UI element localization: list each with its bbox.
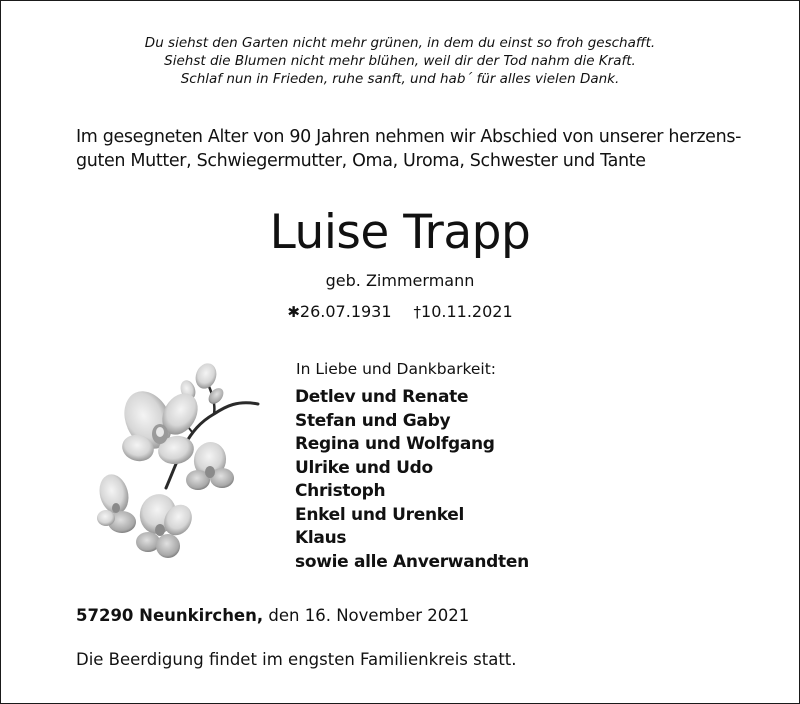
deceased-name: Luise Trapp bbox=[269, 205, 531, 260]
mourner-name: Ulrike und Udo bbox=[295, 457, 433, 478]
death-date: 10.11.2021 bbox=[421, 302, 513, 321]
verse-line: Siehst die Blumen nicht mehr blühen, weil dir der Tod nahm die Kraft. bbox=[164, 53, 636, 69]
birth-date: 26.07.1931 bbox=[299, 302, 392, 321]
mourner-name: sowie alle Anverwandten bbox=[295, 551, 529, 572]
mourner-name: Regina und Wolfgang bbox=[295, 434, 495, 454]
intro-line: guten Mutter, Schwiegermutter, Oma, Uroma, Schwester und Tante bbox=[76, 151, 646, 171]
life-dates bbox=[0, 300, 800, 324]
birth-star-icon: ✱ bbox=[287, 303, 300, 321]
mourners-intro: In Liebe und Dankbarkeit: bbox=[296, 360, 497, 378]
verse-line: Schlaf nun in Frieden, ruhe sanft, und hab´ für alles vielen Dank. bbox=[180, 71, 620, 87]
mourner-name: Christoph bbox=[295, 481, 386, 501]
maiden-name: geb. Zimmermann bbox=[325, 271, 475, 290]
verse-line: Du siehst den Garten nicht mehr grünen, in dem du einst so froh geschafft. bbox=[144, 35, 656, 51]
death-cross-icon: † bbox=[413, 303, 422, 321]
mourner-name: Enkel und Urenkel bbox=[295, 504, 465, 525]
mourner-name: Klaus bbox=[295, 528, 347, 548]
mourner-name: Stefan und Gaby bbox=[295, 410, 451, 431]
mourner-name: Detlev und Renate bbox=[295, 387, 469, 407]
memorial-verse bbox=[0, 34, 800, 88]
place-and-date bbox=[76, 604, 469, 628]
orchid-branch-icon bbox=[88, 362, 273, 572]
funeral-note: Die Beerdigung findet im engsten Familienkreis statt. bbox=[76, 650, 517, 669]
place-city: 57290 Neunkirchen, bbox=[76, 606, 264, 625]
notice-date: den 16. November 2021 bbox=[263, 606, 470, 625]
intro-line: Im gesegneten Alter von 90 Jahren nehmen wir Abschied von unserer herzens- bbox=[76, 127, 742, 147]
intro-text bbox=[76, 125, 741, 173]
mourners-list bbox=[295, 386, 529, 574]
